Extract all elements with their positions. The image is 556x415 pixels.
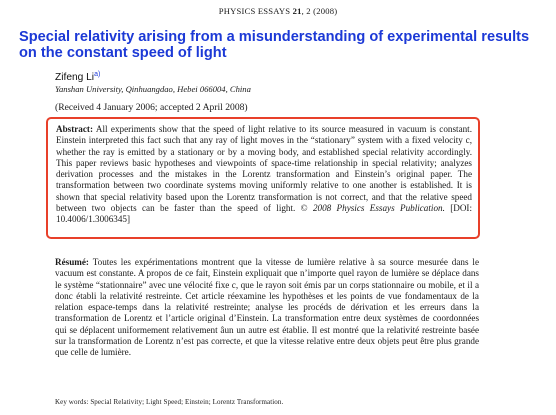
resume-section bbox=[55, 257, 479, 359]
resume-text: Toutes les expérimentations montrent que la vitesse de lumière relative à sa source mesurée dans le vacuum est constante. A propos de ce fait, Einstein expliquait que n’importe quel rayon de lumière se déplace dans le système “stationnaire” avec une vélocité fixe c, que le rayon soit émis par un corps stationnaire ou mobile, et il a donc établi la relativité restreinte. Cet article réexamine les hypothèses et les points de vue fondamentaux de la relation espace-temps dans la relativité restreinte; analyse les procéds de dérivation et les erreurs dans la transformation de Lorentz et l’article original d’Einstein. La transformation entre deux systèmes de coordonnées qui se déplacent uniformement relativement âun un autre est établie. Il est montré que la relativité restreinte basée sur la transformation de Lorentz n’est pas correcte, et que la vitesse relative entre deux objets peut être plus grande que celle de lumière. bbox=[55, 257, 479, 358]
abstract-publication: 2008 Physics Essays Publication. bbox=[312, 203, 445, 214]
abstract-label: Abstract: bbox=[56, 124, 93, 134]
journal-header bbox=[0, 6, 556, 16]
author-footnote-link[interactable]: a) bbox=[94, 71, 101, 78]
author-line bbox=[55, 71, 100, 83]
received-dates: (Received 4 January 2006; accepted 2 April 2008) bbox=[55, 102, 248, 113]
resume-paragraph bbox=[55, 257, 479, 359]
abstract-doi[interactable]: [DOI: 10.4006/1.3006345] bbox=[56, 203, 473, 225]
keywords-line: Key words: Special Relativity; Light Speed; Einstein; Lorentz Transformation. bbox=[55, 398, 284, 406]
journal-name: PHYSICS ESSAYS bbox=[218, 6, 291, 16]
abstract-text: All experiments show that the speed of light relative to its source measured in vacuum is constant. Einstein interpreted this fact such that any ray of light moves in the “stationary” system with a fixed velocity c, whether the ray is emitted by a stationary or by a moving body, and established special relativity accordingly. This paper reviews basic hypotheses and viewpoints of space-time relationship in special relativity; analyzes derivation processes and the mistakes in the Lorentz transformation and Einstein’s original paper. The transformation between two coordinate systems moving uniformly relative to one another is established. It is shown that special relativity based upon the Lorentz transformation is not correct, and that the relative speed between two objects can be faster than the speed of light. © bbox=[56, 124, 472, 214]
journal-issue-year: , 2 (2008) bbox=[301, 6, 338, 16]
resume-label: Résumé: bbox=[55, 257, 89, 267]
author-name: Zifeng Li bbox=[55, 72, 95, 83]
article-title: Special relativity arising from a misunderstanding of experimental results on the constant speed of light bbox=[19, 29, 530, 61]
abstract-paragraph bbox=[56, 124, 472, 226]
journal-volume: 21 bbox=[292, 6, 302, 16]
abstract-highlight-box bbox=[46, 117, 480, 239]
author-affiliation: Yanshan University, Qinhuangdao, Hebei 066004, China bbox=[55, 84, 251, 94]
